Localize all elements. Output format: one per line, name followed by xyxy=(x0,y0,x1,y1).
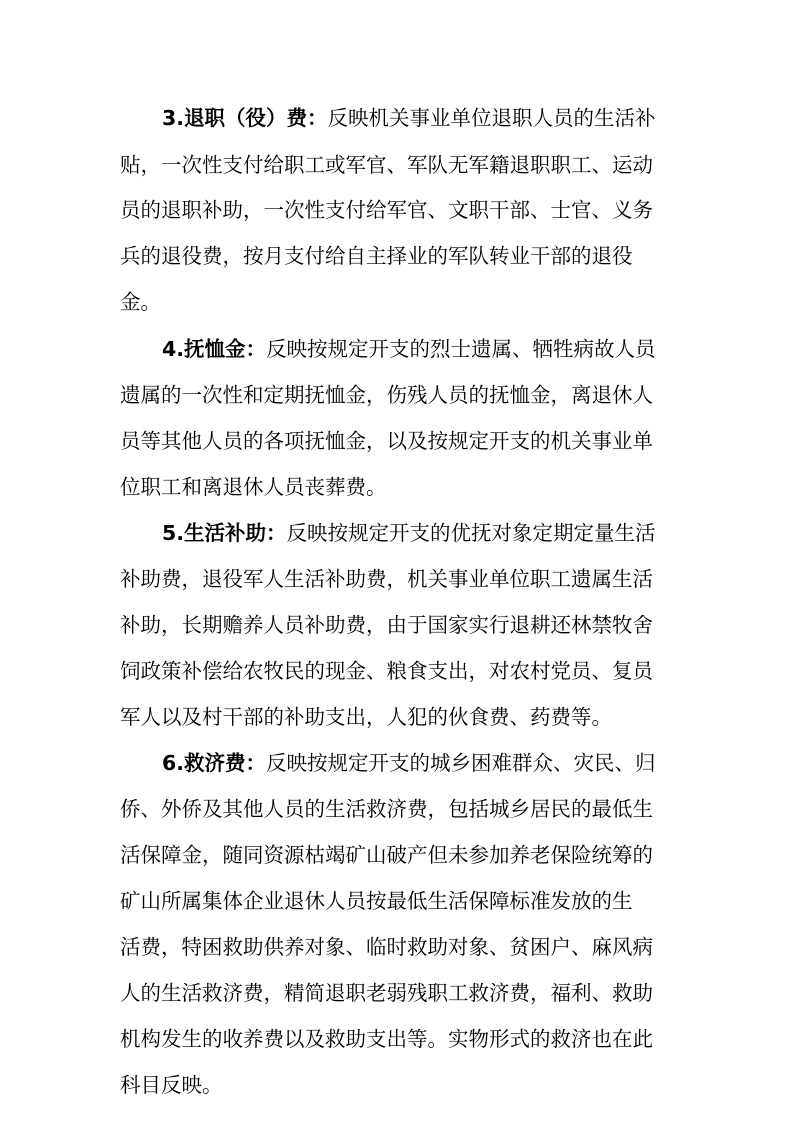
paragraph-line: 员等其他人员的各项抚恤金，以及按规定开支的机关事业单 xyxy=(120,429,653,453)
paragraph-text: 反映按规定开支的城乡困难群众、灾民、归 xyxy=(266,751,656,775)
paragraph-line xyxy=(162,98,656,138)
section-heading: 6.救济费： xyxy=(162,751,267,775)
paragraph-text: 反映机关事业单位退职人员的生活补 xyxy=(327,106,656,130)
paragraph-line: 兵的退役费，按月支付给自主择业的军队转业干部的退役 xyxy=(120,244,633,268)
paragraph-line: 补助费，退役军人生活补助费，机关事业单位职工遗属生活 xyxy=(120,567,653,591)
paragraph-line: 员的退职补助，一次性支付给军官、文职干部、士官、义务 xyxy=(120,198,653,222)
section-heading: 4.抚恤金： xyxy=(162,337,267,361)
section-heading: 3.退职（役）费： xyxy=(162,106,328,130)
paragraph-text: 反映按规定开支的烈士遗属、牺牲病故人员 xyxy=(266,337,656,361)
paragraph-line xyxy=(162,743,656,783)
paragraph-line: 贴，一次性支付给职工或军官、军队无军籍退职职工、运动 xyxy=(120,153,653,177)
paragraph-line: 金。 xyxy=(120,290,161,314)
paragraph-line: 人的生活救济费，精简退职老弱残职工救济费，福利、救助 xyxy=(120,981,653,1005)
paragraph-line: 遗属的一次性和定期抚恤金，伤残人员的抚恤金，离退休人 xyxy=(120,383,653,407)
paragraph-line xyxy=(162,513,656,553)
paragraph-line: 科目反映。 xyxy=(120,1073,223,1097)
paragraph-line: 机构发生的收养费以及救助支出等。实物形式的救济也在此 xyxy=(120,1027,653,1051)
paragraph-text: 反映按规定开支的优抚对象定期定量生活 xyxy=(286,521,656,545)
paragraph-line: 侨、外侨及其他人员的生活救济费，包括城乡居民的最低生 xyxy=(120,797,653,821)
paragraph-line: 饲政策补偿给农牧民的现金、粮食支出，对农村党员、复员 xyxy=(120,659,653,683)
paragraph-line: 矿山所属集体企业退休人员按最低生活保障标准发放的生 xyxy=(120,889,633,913)
paragraph-line: 活保障金，随同资源枯竭矿山破产但未参加养老保险统筹的 xyxy=(120,843,653,867)
paragraph-line: 军人以及村干部的补助支出，人犯的伙食费、药费等。 xyxy=(120,705,612,729)
paragraph-line xyxy=(162,329,656,369)
paragraph-line: 位职工和离退休人员丧葬费。 xyxy=(120,475,387,499)
paragraph-line: 活费，特困救助供养对象、临时救助对象、贫困户、麻风病 xyxy=(120,935,653,959)
section-heading: 5.生活补助： xyxy=(162,521,287,545)
paragraph-line: 补助，长期赡养人员补助费，由于国家实行退耕还林禁牧舍 xyxy=(120,613,653,637)
